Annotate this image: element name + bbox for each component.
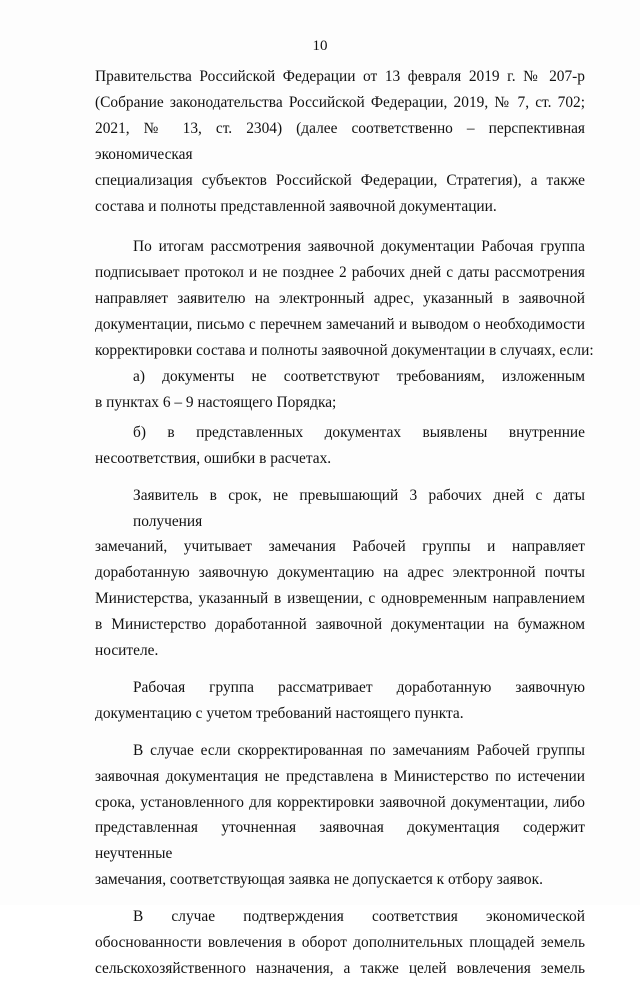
text-line: замечаний, учитывает замечания Рабочей группы и направляет — [95, 538, 585, 556]
text-line: доработанную заявочную документацию на адрес электронной почты — [95, 564, 585, 582]
page-number: 10 — [312, 38, 328, 54]
text-line: а) документы не соответствуют требованиям, изложенным — [133, 367, 585, 385]
text-line: носителе. — [95, 642, 159, 660]
text-line: представленная уточненная заявочная документация содержит неучтенные — [95, 819, 585, 863]
paragraph-working-group-review — [95, 675, 585, 727]
text-line: Заявитель в срок, не превышающий 3 рабочих дней с даты получения — [133, 486, 585, 530]
text-line: обоснованности вовлечения в оборот дополнительных площадей земель — [95, 934, 585, 952]
text-line: направляет заявителю на электронный адрес, указанный в заявочной — [95, 290, 585, 308]
document-body — [95, 64, 594, 982]
text-line: документации, письмо с перечнем замечаний и выводом о необходимости — [95, 316, 585, 334]
text-line: в пунктах 6 – 9 настоящего Порядка; — [95, 393, 337, 411]
text-line: Правительства Российской Федерации от 13 февраля 2019 г. № 207-р — [95, 68, 585, 85]
paragraph-applicant-deadline — [95, 483, 585, 664]
text-line: заявочная документация не представлена в Министерство по истечении — [95, 767, 585, 785]
text-line: срока, установленного для корректировки заявочной документации, либо — [95, 793, 585, 811]
paragraph-not-submitted — [95, 738, 585, 893]
list-item-a — [95, 364, 585, 416]
text-line: 2021, № 13, ст. 2304) (далее соответственно – перспективная экономическая — [95, 119, 585, 163]
text-line: в Министерство доработанной заявочной документации на бумажном — [95, 616, 585, 634]
text-line: Министерства, указанный в извещении, с одновременным направлением — [95, 590, 585, 608]
text-line: Рабочая группа рассматривает доработанную заявочную — [133, 678, 585, 696]
text-line: корректировки состава и полноты заявочной документации в случаях, если: — [95, 342, 594, 360]
paragraph-confirmation — [95, 904, 585, 982]
paragraph-review-results — [95, 234, 594, 364]
text-line: подписывает протокол и не позднее 2 рабочих дней с даты рассмотрения — [95, 264, 585, 282]
text-line: (Собрание законодательства Российской Федерации, 2019, № 7, ст. 702; — [95, 93, 585, 111]
text-line: документацию с учетом требований настоящего пункта. — [95, 704, 464, 722]
text-line: специализация субъектов Российской Федерации, Стратегия), а также — [95, 171, 585, 189]
text-line: В случае подтверждения соответствия экономической — [133, 908, 585, 926]
text-line: В случае если скорректированная по замечаниям Рабочей группы — [133, 741, 585, 759]
text-line: б) в представленных документах выявлены внутренние — [133, 423, 585, 441]
paragraph-continuation — [95, 64, 585, 219]
text-line: состава и полноты представленной заявочной документации. — [95, 197, 497, 215]
text-line: замечания, соответствующая заявка не допускается к отбору заявок. — [95, 871, 543, 889]
text-line: сельскохозяйственного назначения, а также целей вовлечения земель — [95, 960, 585, 977]
list-item-b — [95, 420, 585, 472]
text-line: По итогам рассмотрения заявочной документации Рабочая группа — [133, 238, 585, 256]
text-line: несоответствия, ошибки в расчетах. — [95, 449, 332, 467]
